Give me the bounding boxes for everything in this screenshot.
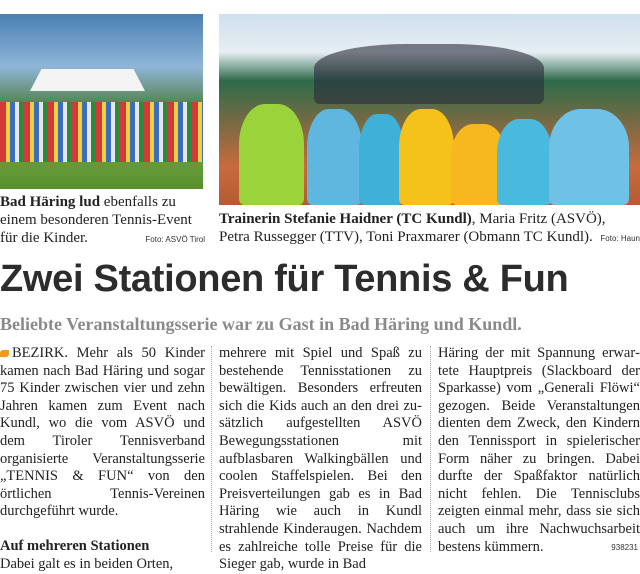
photo-caption-right: Trainerin Stefanie Haidner (TC Kundl), Maria Fritz (ASVÖ), Petra Russegger (TTV), Toni Praxmarer (Obmann TC Kundl). Foto: Haun: [219, 211, 640, 245]
headline: Zwei Stationen für Tennis & Fun: [0, 258, 569, 300]
article-column-1: [0, 345, 205, 573]
paragraph: BEZIRK. Mehr als 50 Kinder kamen nach Bad Häring und sogar 75 Kinder zwischen vier und zehn Jahren kamen zum Event nach Kundl, wo die vom ASVÖ und dem Tiroler Tennisverband organisierte Veranstaltungsserie „TENNIS & FUN“ von den örtlichen Tennis-Vereinen durchgeführt wurde.: [0, 345, 205, 520]
photo-kundl-group: [219, 14, 640, 205]
photo-credit-left: Foto: ASVÖ Tirol: [145, 235, 205, 244]
subheadline: Beliebte Veranstaltungsserie war zu Gast in Bad Häring und Kundl.: [0, 314, 522, 334]
column-divider: [430, 346, 431, 552]
photo-bad-haering: [0, 14, 203, 189]
paragraph: Dabei galt es in beiden Orten,: [0, 555, 174, 572]
article-code: 938231: [611, 543, 638, 552]
section-subhead: Auf mehreren Stationen: [0, 537, 150, 554]
column-divider: [211, 346, 212, 552]
photo-credit-right: Foto: Haun: [600, 234, 640, 243]
article-column-2: mehrere mit Spiel und Spaß zu bestehende Tennisstationen zu bewältigen. Besonders erfreuten sich die Kids auch an den drei zusätzlich aufgestellten ASVÖ Bewegungsstationen mit aufblasbaren Walkingbällen und coolen Staffelspielen. Bei den Preisverteilungen gab es in Bad Häring wie auch in Kundl strahlende Kinderaugen. Nachdem es zahlreiche tolle Preise für die Sieger gab, wurde in Bad: [219, 345, 422, 573]
photo-caption-left: Bad Häring lud ebenfalls zu einem besonderen Tennis-Event für die Kinder. Foto: ASVÖ Tirol: [0, 194, 205, 246]
bullet-icon: [0, 350, 9, 357]
article-column-3: Häring der mit Spannung erwartete Hauptpreis (Slackboard der Sparkasse) vom „Generali Flöwi“ gezogen. Beide Veranstaltungen dienten dem Zweck, den Kindern den Tennissport in spielerischer Form näher zu bringen. Dabei durfte der Spaßfaktor natürlich nicht fehlen. Die Tennisclubs zeigten einmal mehr, dass sie sich auch um ihre Nachwuchsarbeit bestens kümmern.: [438, 345, 640, 555]
